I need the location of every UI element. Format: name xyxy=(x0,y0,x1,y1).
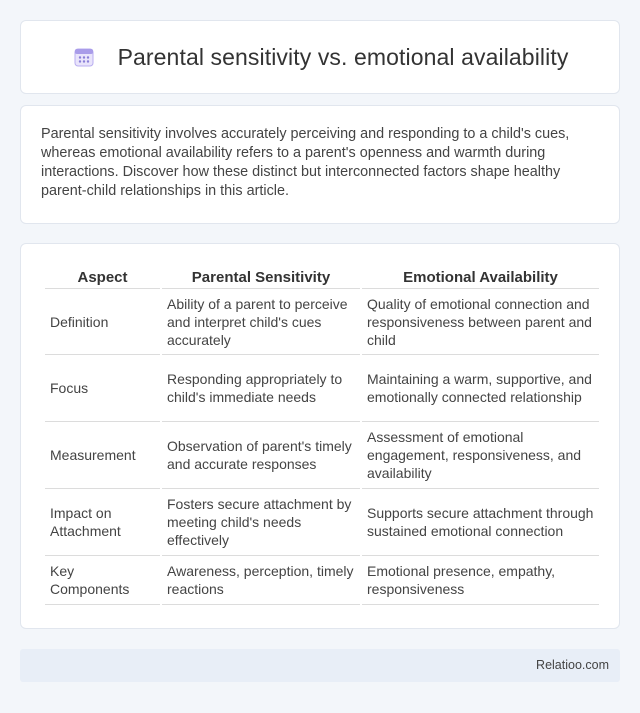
table-cell: Supports secure attachment through sustained emotional connection xyxy=(362,489,599,556)
table-cell: Assessment of emotional engagement, responsiveness, and availability xyxy=(362,422,599,489)
table-cell: Definition xyxy=(45,289,160,355)
table-cell: Awareness, perception, timely reactions xyxy=(162,556,360,605)
column-header-parental-sensitivity: Parental Sensitivity xyxy=(162,267,360,289)
comparison-card xyxy=(20,243,620,629)
table-cell: Maintaining a warm, supportive, and emotionally connected relationship xyxy=(362,355,599,422)
table-cell: Key Components xyxy=(45,556,160,605)
column-header-aspect: Aspect xyxy=(45,267,160,289)
column-header-emotional-availability: Emotional Availability xyxy=(362,267,599,289)
table-header-row xyxy=(45,267,599,289)
comparison-table xyxy=(43,267,601,605)
table-cell: Observation of parent's timely and accurate responses xyxy=(162,422,360,489)
table-row xyxy=(45,489,599,556)
footer-brand[interactable]: Relatioo.com xyxy=(536,658,609,672)
table-cell: Emotional presence, empathy, responsiveness xyxy=(362,556,599,605)
table-cell: Quality of emotional connection and responsiveness between parent and child xyxy=(362,289,599,355)
page-title: Parental sensitivity vs. emotional availability xyxy=(117,43,569,70)
intro-paragraph: Parental sensitivity involves accurately perceiving and responding to a child's cues, whereas emotional availability refers to a parent's openness and warmth during interactions. Discover how these distinct but interconnected factors shape healthy parent-child relationships in this article. xyxy=(41,126,570,199)
intro-card xyxy=(20,105,620,224)
title-row xyxy=(21,21,619,93)
table-row xyxy=(45,355,599,422)
table-row xyxy=(45,422,599,489)
table-cell: Fosters secure attachment by meeting child's needs effectively xyxy=(162,489,360,556)
calendar-icon xyxy=(72,45,96,69)
footer xyxy=(20,649,620,682)
table-cell: Measurement xyxy=(45,422,160,489)
table-cell: Impact on Attachment xyxy=(45,489,160,556)
table-cell: Ability of a parent to perceive and interpret child's cues accurately xyxy=(162,289,360,355)
title-card xyxy=(20,20,620,94)
table-cell: Responding appropriately to child's immediate needs xyxy=(162,355,360,422)
table-row xyxy=(45,556,599,605)
table-cell: Focus xyxy=(45,355,160,422)
table-row xyxy=(45,289,599,355)
